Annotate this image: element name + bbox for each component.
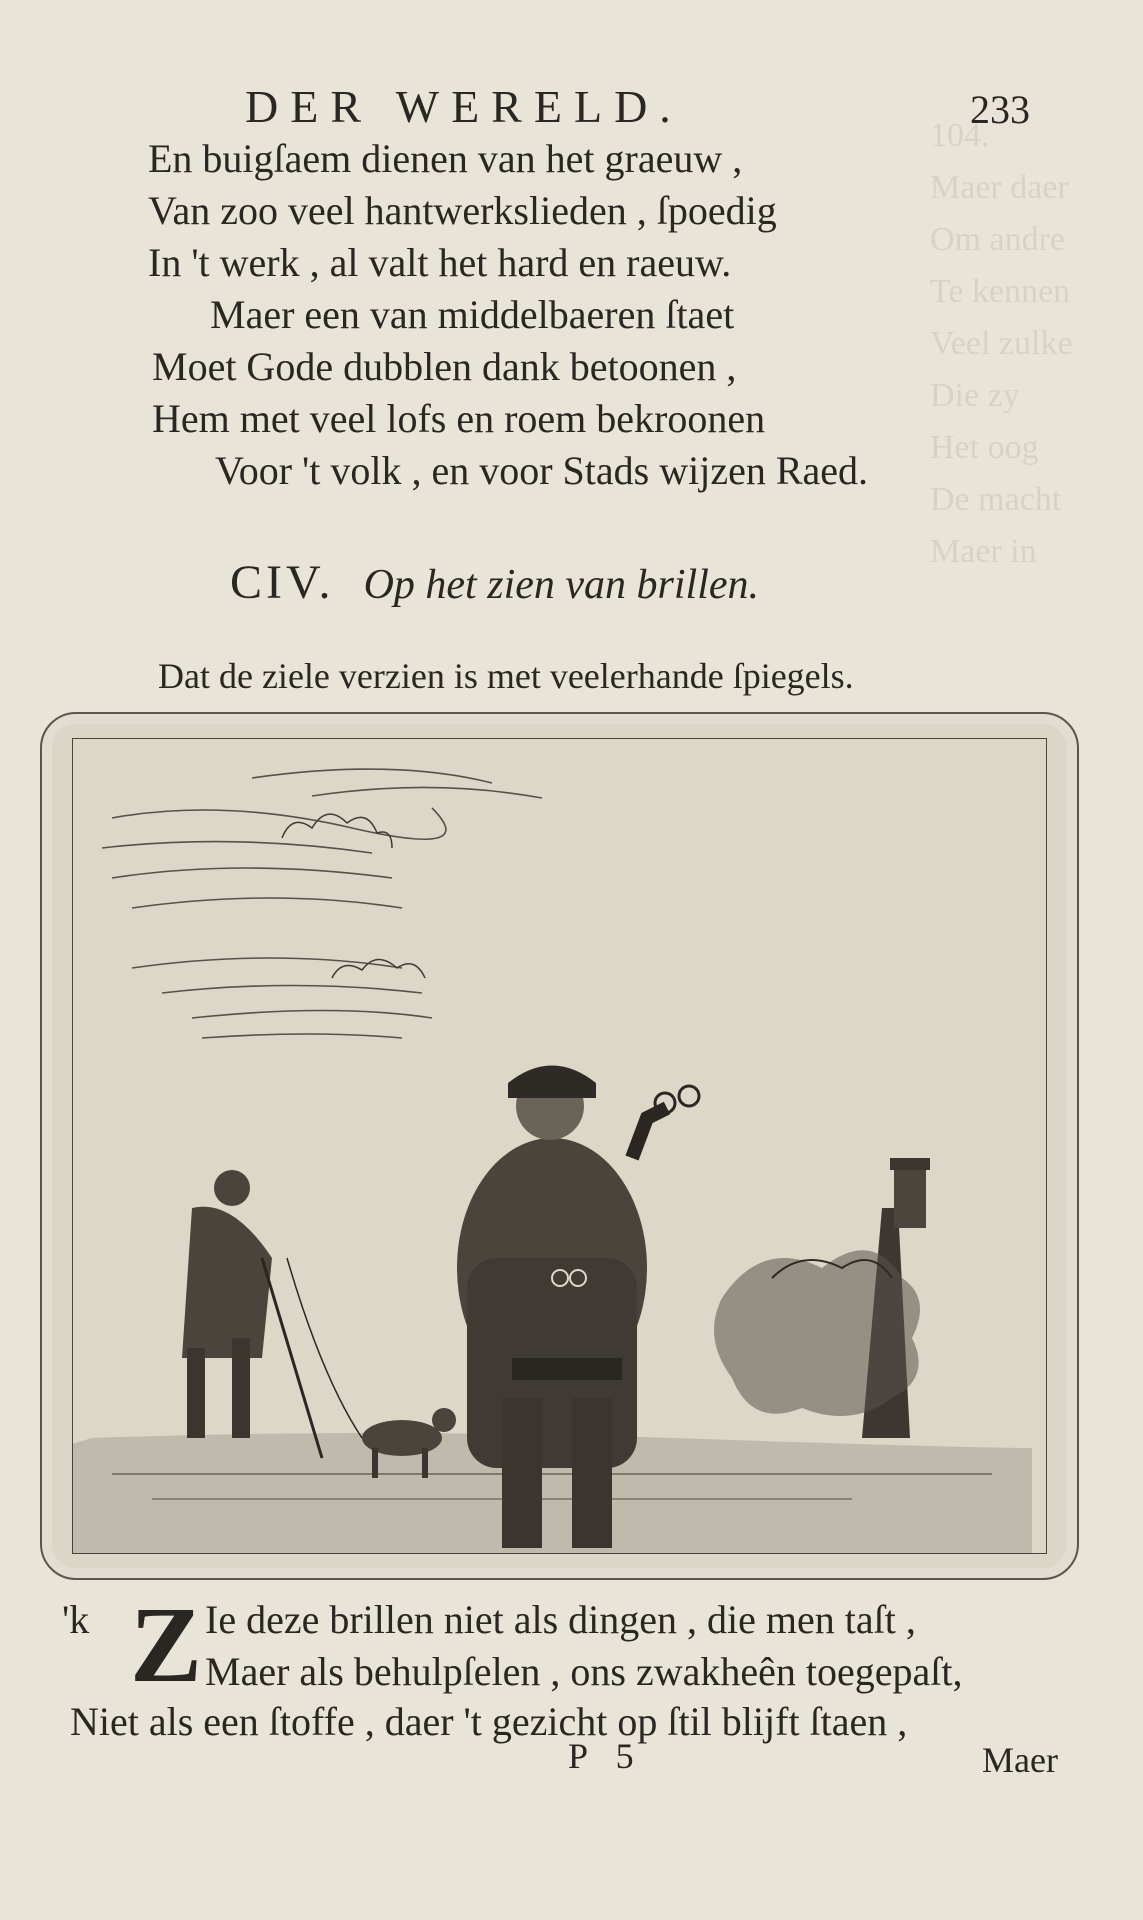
verse-line: Maer als behulpſelen , ons zwakheên toegepaſt, bbox=[205, 1649, 963, 1694]
verse-line: En buigſaem dienen van het graeuw , bbox=[148, 136, 743, 181]
chapter-heading bbox=[230, 555, 759, 610]
chapter-subtitle: Op het zien van brillen. bbox=[363, 562, 760, 608]
chapter-number: CIV. bbox=[230, 556, 335, 609]
verse-line: Hem met veel lofs en roem bekroonen bbox=[152, 396, 766, 441]
signature-mark: P 5 bbox=[568, 1736, 644, 1776]
running-title: DER WERELD. bbox=[245, 81, 683, 132]
page-footer bbox=[0, 1735, 1143, 1795]
verse-line: Ie deze brillen niet als dingen , die men taſt , bbox=[205, 1597, 916, 1642]
engraving-illustration bbox=[72, 738, 1047, 1554]
show-through-text: 104. Maer daer Om andre Te kennen Veel zulke Die zy Het oog De macht Maer in bbox=[930, 117, 1073, 570]
catchword: Maer bbox=[982, 1740, 1058, 1780]
drop-cap: Z bbox=[130, 1586, 203, 1705]
page-number: 233 bbox=[970, 87, 1030, 132]
verse-line: Van zoo veel hantwerkslieden , ſpoedig bbox=[148, 188, 777, 233]
verse-prefix: 'k bbox=[62, 1597, 90, 1642]
verse-line: Niet als een ſtoffe , daer 't gezicht op ſtil blijft ſtaen , bbox=[70, 1699, 908, 1744]
verse-line: Voor 't volk , en voor Stads wijzen Raed. bbox=[215, 448, 869, 493]
tower bbox=[890, 1158, 930, 1228]
verse-line: In 't werk , al valt het hard en raeuw. bbox=[148, 240, 732, 285]
moral-line: Dat de ziele verzien is met veelerhande ſpiegels. bbox=[158, 656, 854, 696]
verse-line: Maer een van middelbaeren ſtaet bbox=[210, 292, 735, 337]
engraving-plate bbox=[40, 712, 1079, 1580]
verse-line: Moet Gode dubblen dank betoonen , bbox=[152, 344, 737, 389]
running-header bbox=[0, 80, 1143, 140]
